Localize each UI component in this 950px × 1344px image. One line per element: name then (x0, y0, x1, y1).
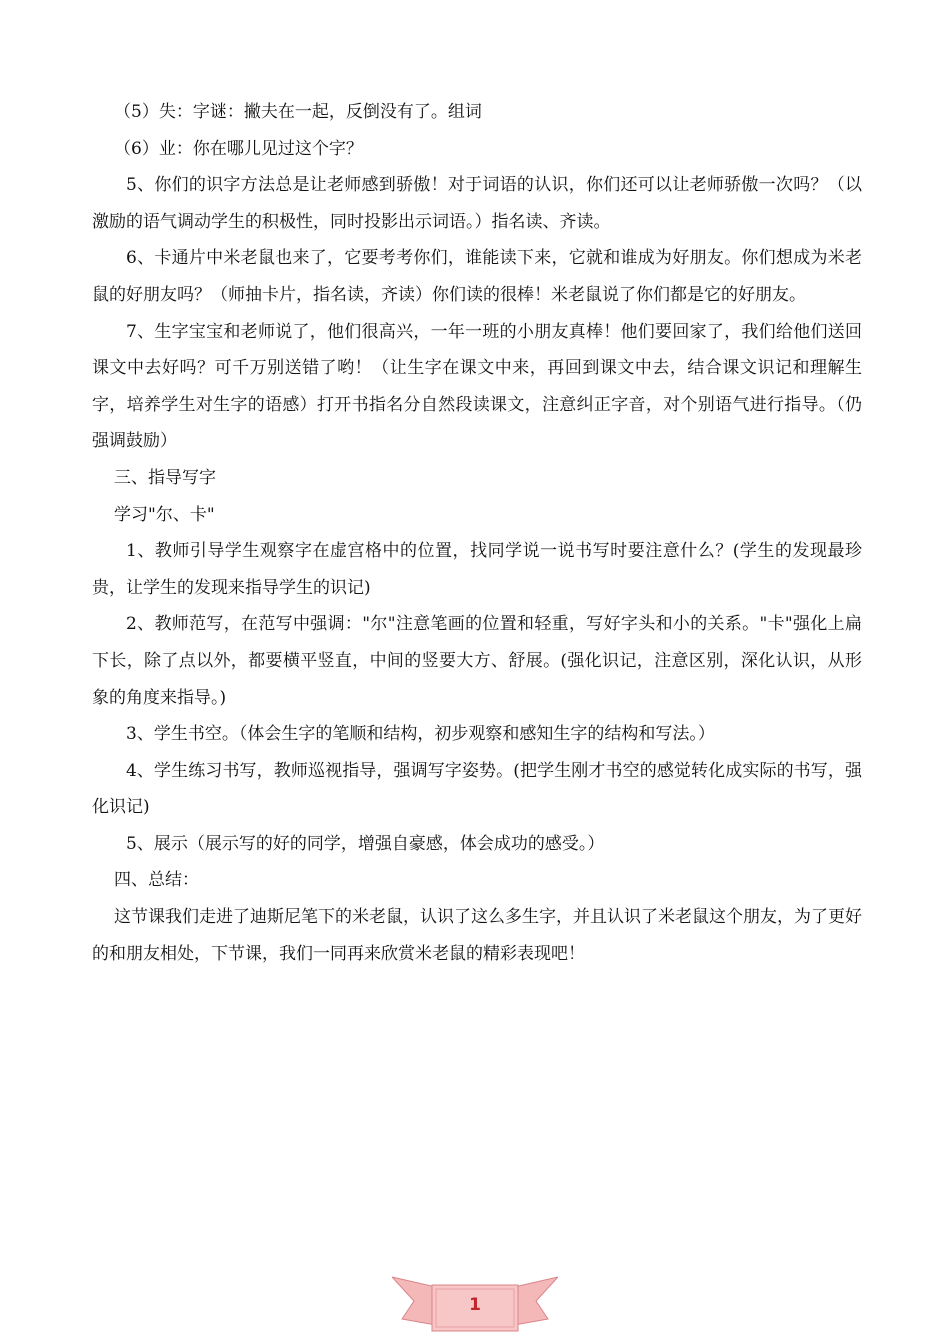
document-body (92, 94, 862, 972)
paragraph-step-7: 7、生字宝宝和老师说了，他们很高兴，一年一班的小朋友真棒！他们要回家了，我们给他们送回课文中去好吗？可千万别送错了哟！（让生字在课文中来，再回到课文中去，结合课文识记和理解生字，培养学生对生字的语感）打开书指名分自然段读课文，注意纠正字音，对个别语气进行指导。（仍强调鼓励） (92, 321, 862, 452)
page-number: 1 (469, 1295, 481, 1315)
paragraph-writing-2: 2、教师范写，在范写中强调："尔"注意笔画的位置和轻重，写好字头和小的关系。"卡"强化上扁下长，除了点以外，都要横平竖直，中间的竖要大方、舒展。(强化识记，注意区别，深化认识，从形象的角度来指导。) (92, 614, 862, 708)
subheading-learn-characters: 学习"尔、卡" (114, 504, 215, 525)
paragraph-item-5: （5）失：字谜：撇夫在一起，反倒没有了。组词 (114, 102, 482, 122)
paragraph-step-5: 5、你们的识字方法总是让老师感到骄傲！对于词语的认识，你们还可以让老师骄傲一次吗？（以激励的语气调动学生的积极性，同时投影出示词语。）指名读、齐读。 (92, 175, 862, 232)
section-heading-writing: 三、指导写字 (114, 467, 216, 488)
paragraph-step-6: 6、卡通片中米老鼠也来了，它要考考你们，谁能读下来，它就和谁成为好朋友。你们想成为米老鼠的好朋友吗？（师抽卡片，指名读，齐读）你们读的很棒！米老鼠说了你们都是它的好朋友。 (92, 248, 862, 305)
paragraph-writing-1: 1、教师引导学生观察字在虚宫格中的位置，找同学说一说书写时要注意什么？(学生的发现最珍贵，让学生的发现来指导学生的识记) (92, 541, 862, 598)
paragraph-writing-3: 3、学生书空。（体会生字的笔顺和结构，初步观察和感知生字的结构和写法。） (126, 724, 715, 745)
paragraph-writing-4: 4、学生练习书写，教师巡视指导，强调写字姿势。(把学生刚才书空的感觉转化成实际的书写，强化识记) (92, 760, 862, 818)
paragraph-writing-5: 5、展示（展示写的好的同学，增强自豪感，体会成功的感受。） (126, 833, 605, 854)
page-number-ribbon (392, 1273, 558, 1337)
paragraph-item-6: （6）业：你在哪儿见过这个字？ (114, 138, 363, 159)
paragraph-summary: 这节课我们走进了迪斯尼笔下的米老鼠，认识了这么多生字，并且认识了米老鼠这个朋友，为了更好的和朋友相处，下节课，我们一同再来欣赏米老鼠的精彩表现吧！ (92, 907, 862, 964)
section-heading-summary: 四、总结： (114, 870, 199, 891)
